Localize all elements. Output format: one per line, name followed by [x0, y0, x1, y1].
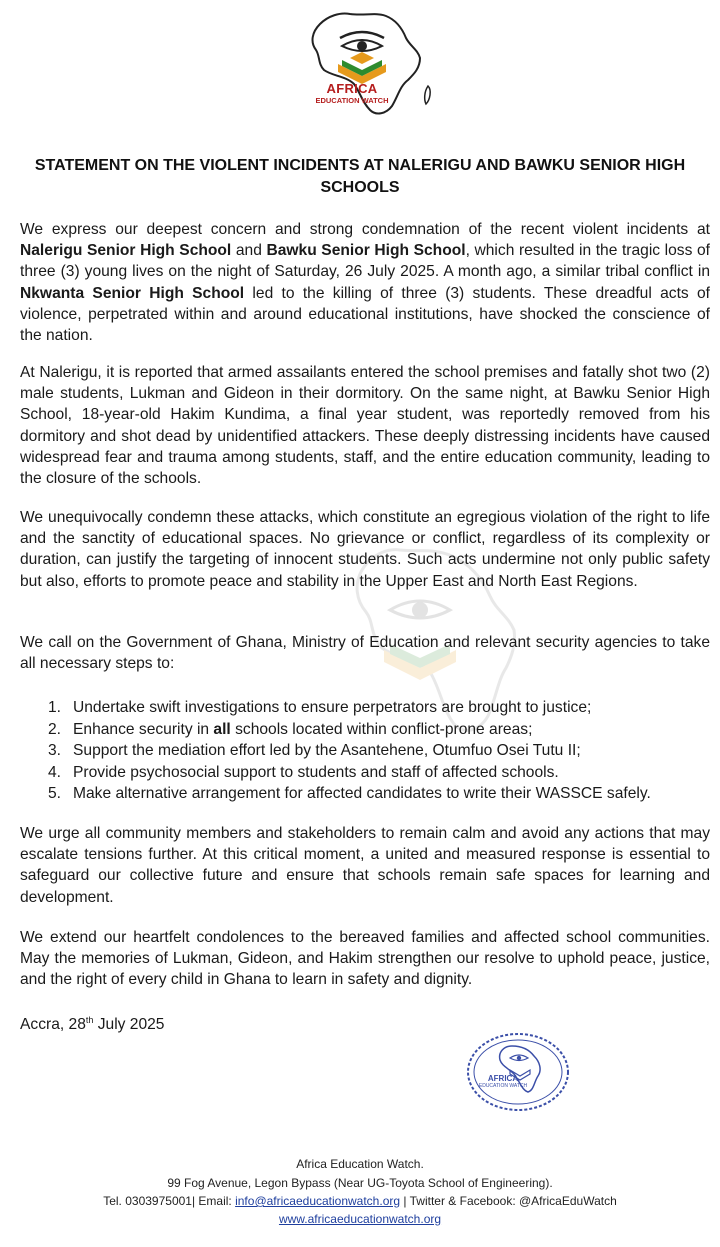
paragraph-incidents: At Nalerigu, it is reported that armed assailants entered the school premises and fatally shot two (2) male students, Lukman and Gideon in their dormitory. On the same night, at Bawku Senior High School, 18-year-old Hakim Kundima, a final year student, was reportedly removed from his dormitory and shot dead by unidentified attackers. These deeply distressing incidents have caused widespread fear and trauma among students, staff, and the entire education community, leading to the closure of the schools.: [20, 364, 710, 488]
paragraph-text: , which resulted in the tragic loss of three (3) young lives on the night of Saturday, 26 July 2025. A month ago, a similar tribal conflict in: [20, 242, 710, 281]
list-item-emphasis: all: [213, 720, 231, 738]
paragraph-text: and: [231, 242, 267, 260]
list-number: 2.: [48, 720, 62, 738]
action-steps-list: [20, 697, 710, 805]
school-name-bawku: Bawku Senior High School: [266, 242, 466, 260]
website-link[interactable]: www.africaeducationwatch.org: [278, 1212, 442, 1226]
list-number: 5.: [48, 785, 62, 803]
footer-website-row: [0, 1211, 720, 1228]
email-link[interactable]: info@africaeducationwatch.org: [235, 1194, 401, 1208]
logo-subtitle: EDUCATION WATCH: [315, 96, 389, 105]
list-item-text: Support the mediation effort led by the Asantehene, Otumfuo Osei Tutu II;: [73, 742, 581, 760]
list-item: [20, 697, 710, 719]
list-item-text: Provide psychosocial support to students and staff of affected schools.: [73, 763, 559, 781]
paragraph-text: led to the killing of three (3) students. These dreadful acts of violence, perpetrated within and around educational institutions, have shocked the conscience of the nation.: [20, 284, 710, 345]
paragraph-text: We express our deepest concern and strong condemnation of the recent violent incidents at: [20, 221, 710, 238]
stamp-name: AFRICA: [487, 1074, 519, 1083]
list-item: [20, 762, 710, 784]
stamp-subtitle: EDUCATION WATCH: [478, 1083, 528, 1089]
date-text: Accra, 28: [20, 1016, 86, 1033]
footer-address: 99 Fog Avenue, Legon Bypass (Near UG-Toyota School of Engineering).: [167, 1176, 553, 1190]
africa-map-icon: [280, 6, 450, 124]
list-number: 4.: [48, 763, 62, 781]
paragraph-appeal: We urge all community members and stakeholders to remain calm and avoid any actions that may escalate tensions further. At this critical moment, a united and measured response is essential to safeguard our collective future and ensure that schools remain safe spaces for learning and development.: [20, 825, 710, 906]
list-number: 1.: [48, 699, 62, 716]
list-item-text: Make alternative arrangement for affected candidates to write their WASSCE safely.: [73, 785, 651, 803]
statement-title: STATEMENT ON THE VIOLENT INCIDENTS AT NALERIGU AND BAWKU SENIOR HIGH SCHOOLS: [34, 157, 686, 196]
date-ordinal: th: [85, 1015, 94, 1025]
organization-logo: [280, 6, 450, 124]
paragraph-condemnation: We unequivocally condemn these attacks, which constitute an egregious violation of the right to life and the sanctity of educational spaces. No grievance or conflict, regardless of its complexity or duration, can justify the targeting of innocent students. Such acts undermine not only public safety but also, efforts to promote peace and stability in the Upper East and North East Regions.: [20, 509, 710, 590]
school-name-nkwanta: Nkwanta Senior High School: [20, 284, 245, 302]
stamp-seal-icon: [464, 1030, 572, 1114]
list-item: [20, 719, 710, 741]
list-item-text: Undertake swift investigations to ensure perpetrators are brought to justice;: [73, 699, 592, 716]
paragraph-condolences: We extend our heartfelt condolences to the bereaved families and affected school communities. May the memories of Lukman, Gideon, and Hakim strengthen our resolve to uphold peace, justice, and the right of every child in Ghana to learn in safety and dignity.: [20, 929, 710, 989]
list-item-text: Enhance security in: [73, 720, 214, 738]
date-text: July 2025: [93, 1016, 165, 1033]
footer-social: | Twitter & Facebook: @AfricaEduWatch: [400, 1194, 617, 1208]
footer-contact: [0, 1193, 720, 1210]
footer-phone: Tel. 0303975001| Email:: [103, 1194, 236, 1208]
list-number: 3.: [48, 742, 62, 760]
paragraph-call-to-action: We call on the Government of Ghana, Ministry of Education and relevant security agencies to take all necessary steps to:: [20, 634, 710, 673]
logo-name: AFRICA: [326, 81, 378, 96]
statement-date: [20, 1010, 164, 1035]
list-item-text: schools located within conflict-prone areas;: [230, 720, 533, 738]
paragraph-intro: [20, 219, 710, 346]
school-name-nalerigu: Nalerigu Senior High School: [20, 242, 232, 260]
footer-org-name: Africa Education Watch.: [296, 1157, 424, 1171]
list-item: [20, 783, 710, 805]
official-stamp: [464, 1030, 572, 1114]
list-item: [20, 740, 710, 762]
